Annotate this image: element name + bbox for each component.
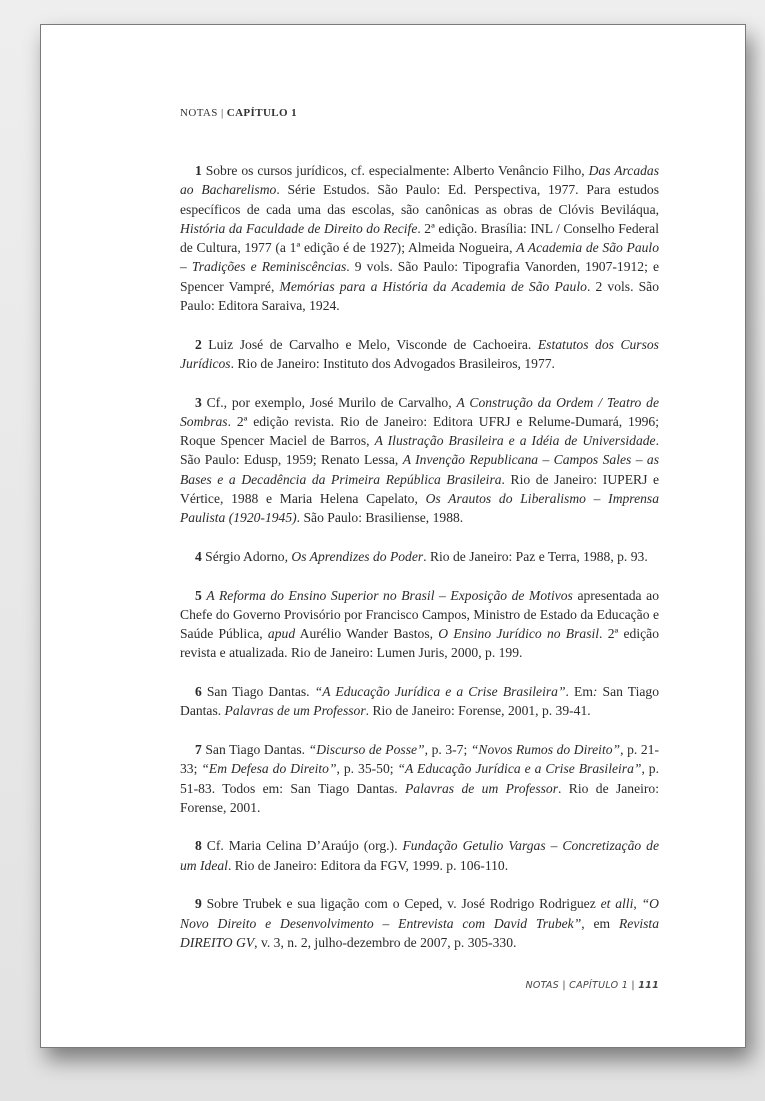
footnote — [180, 836, 659, 875]
running-header — [180, 107, 297, 119]
footnote-title: Revista DIREITO GV — [180, 915, 659, 950]
footnote-number: 8 — [194, 838, 202, 854]
footnote-number: 4 — [194, 548, 202, 564]
footnote-title: Memórias para a História da Academia de São Paulo — [279, 278, 587, 294]
footnote-title: O Ensino Jurídico no Brasil — [438, 626, 600, 642]
footnote-text: , p. 35-50; — [336, 761, 398, 777]
header-chapter: CAPÍTULO — [226, 107, 288, 119]
footnote-title: A Ilustração Brasileira e a Idéia de Universidade — [374, 433, 656, 449]
footnote-title: et alli — [600, 896, 634, 912]
header-separator: | — [220, 107, 224, 119]
footnote-text: . 2ª edição revista. Rio de Janeiro: Editora UFRJ e Relume-Dumará, 1996; Roque Spencer Maciel de Barros, — [180, 413, 659, 449]
footnote-number: 5 — [194, 587, 202, 603]
footnote — [180, 335, 659, 374]
footnote — [180, 586, 659, 663]
footnote-title: A Reforma do Ensino Superior no Brasil – Exposição de Motivos — [206, 587, 573, 603]
footnote-title: Das Arcadas ao Bacharelismo — [180, 163, 659, 198]
footnote-title: Os Arautos do Liberalismo – Imprensa Paulista (1920-1945) — [180, 491, 660, 526]
header-prefix: NOTAS — [180, 107, 218, 119]
footnote-number: 6 — [194, 684, 202, 700]
footnote-title: Palavras de um Professor — [405, 780, 558, 796]
footnote-text: . Rio de Janeiro: Forense, 2001, p. 39-41. — [365, 703, 591, 719]
footnote-title: Fundação Getulio Vargas – Concretização de um Ideal — [180, 838, 659, 873]
footnote-title: Palavras de um Professor — [224, 703, 366, 719]
footnote-number: 2 — [194, 336, 202, 352]
footnote — [180, 161, 659, 315]
footnote-title: A Academia de São Paulo – Tradições e Reminiscências — [180, 240, 660, 275]
footnote-title: “Discurso de Posse” — [308, 741, 425, 757]
footnote-text: , p. 51-83. Todos em: San Tiago Dantas. — [180, 761, 659, 796]
footnote-number: 9 — [194, 896, 202, 912]
footnote-text: , v. 3, n. 2, julho-dezembro de 2007, p. 305-330. — [254, 934, 517, 950]
footnote-text: . Série Estudos. São Paulo: Ed. Perspectiva, 1977. Para estudos específicos de cada uma das escolas, são canônicas as obras de Clóvis Beviláqua, — [180, 182, 659, 217]
footnote — [180, 740, 659, 817]
footnote-text: , em — [581, 915, 619, 931]
footnote-text: San Tiago Dantas. — [206, 684, 315, 700]
footnote-text: Cf. Maria Celina D’Araújo (org.). — [206, 838, 403, 854]
footnote-text: Sobre Trubek e sua ligação com o Ceped, v. José Rodrigo Rodriguez — [206, 896, 601, 912]
footnote-text: San Tiago Dantas. — [205, 741, 309, 757]
footnote-title: A Invenção Republicana – Campos Sales – as Bases e a Decadência da Primeira República Brasileira — [180, 452, 659, 487]
footer-label: NOTAS | CAPÍTULO 1 | — [525, 980, 635, 991]
footnote-text: , p. 21-33; — [180, 741, 659, 777]
page-footer — [401, 980, 659, 991]
footnote-text: . Rio de Janeiro: Instituto dos Advogados Brasileiros, 1977. — [230, 355, 555, 371]
footnote-text: . 2 vols. São Paulo: Editora Saraiva, 1924. — [180, 278, 659, 314]
footnote-text: . Rio de Janeiro: Editora da FGV, 1999. p. 106-110. — [227, 857, 509, 873]
footnote-title: “O Novo Direito e Desenvolvimento – Entrevista com David Trubek” — [180, 896, 659, 931]
footnote-text: , p. 3-7; — [424, 741, 471, 757]
footnote-text: Aurélio Wander Bastos, — [295, 626, 439, 642]
footnote-title: Estatutos dos Cursos Jurídicos — [180, 336, 659, 371]
footnote-text: , — [633, 896, 642, 912]
footnote-text: . Rio de Janeiro: IUPERJ e Vértice, 1988 e Maria Helena Capelato, — [180, 471, 659, 507]
book-page — [40, 24, 746, 1048]
footnote — [180, 682, 659, 721]
notes-body — [180, 161, 659, 971]
footnote-title: História da Faculdade de Direito do Recife — [180, 220, 418, 236]
footnote-title: apud — [267, 626, 296, 642]
footnote-text: . Rio de Janeiro: Paz e Terra, 1988, p. 93. — [423, 548, 648, 564]
footnote-text: Luiz José de Carvalho e Melo, Visconde de Cachoeira. — [208, 336, 538, 352]
footnote-number: 7 — [194, 741, 202, 757]
footnote-text: Cf., por exemplo, José Murilo de Carvalho, — [206, 394, 457, 410]
footnote-text: apresentada ao Chefe do Governo Provisório por Francisco Campos, Ministro de Estado da Educação e Saúde Pública, — [180, 587, 660, 642]
footnote-text: . 2ª edição revista e atualizada. Rio de Janeiro: Lumen Juris, 2000, p. 199. — [180, 626, 659, 661]
footnote-text: . 2ª edição. Brasília: INL / Conselho Federal de Cultura, 1977 (a 1ª edição é de 1927); Almeida Nogueira, — [180, 220, 659, 256]
footnote-title: “A Educação Jurídica e a Crise Brasileira” — [397, 761, 642, 777]
footnote — [180, 547, 659, 566]
footnote-title: A Construção da Ordem / Teatro de Sombras — [180, 394, 660, 429]
footnote — [180, 393, 659, 528]
footnote-text: Sérgio Adorno, — [205, 548, 292, 564]
footnote-text: San Tiago Dantas. — [180, 684, 659, 719]
footnote-title: “Novos Rumos do Direito” — [470, 741, 621, 757]
header-chapter-number: 1 — [291, 107, 298, 119]
footnote-text: Sobre os cursos jurídicos, cf. especialmente: Alberto Venâncio Filho, — [205, 163, 589, 178]
footnote-text: . 9 vols. São Paulo: Tipografia Vanorden, 1907-1912; e Spencer Vampré, — [180, 259, 659, 294]
footnote-text: . Em — [565, 684, 593, 700]
footnote-text: . Rio de Janeiro: Forense, 2001. — [180, 780, 659, 815]
footnote-title: “A Educação Jurídica e a Crise Brasileira” — [314, 684, 566, 700]
footnote-number: 3 — [194, 394, 202, 410]
footnote-number: 1 — [194, 163, 202, 178]
page-number: 111 — [638, 980, 659, 991]
footnote-text: . São Paulo: Brasiliense, 1988. — [296, 510, 464, 526]
footnote — [180, 894, 659, 952]
footnote-title: : — [592, 684, 598, 700]
footnote-text: . São Paulo: Edusp, 1959; Renato Lessa, — [180, 433, 659, 468]
footnote-title: Os Aprendizes do Poder — [291, 548, 424, 564]
footnote-title: “Em Defesa do Direito” — [201, 761, 337, 777]
